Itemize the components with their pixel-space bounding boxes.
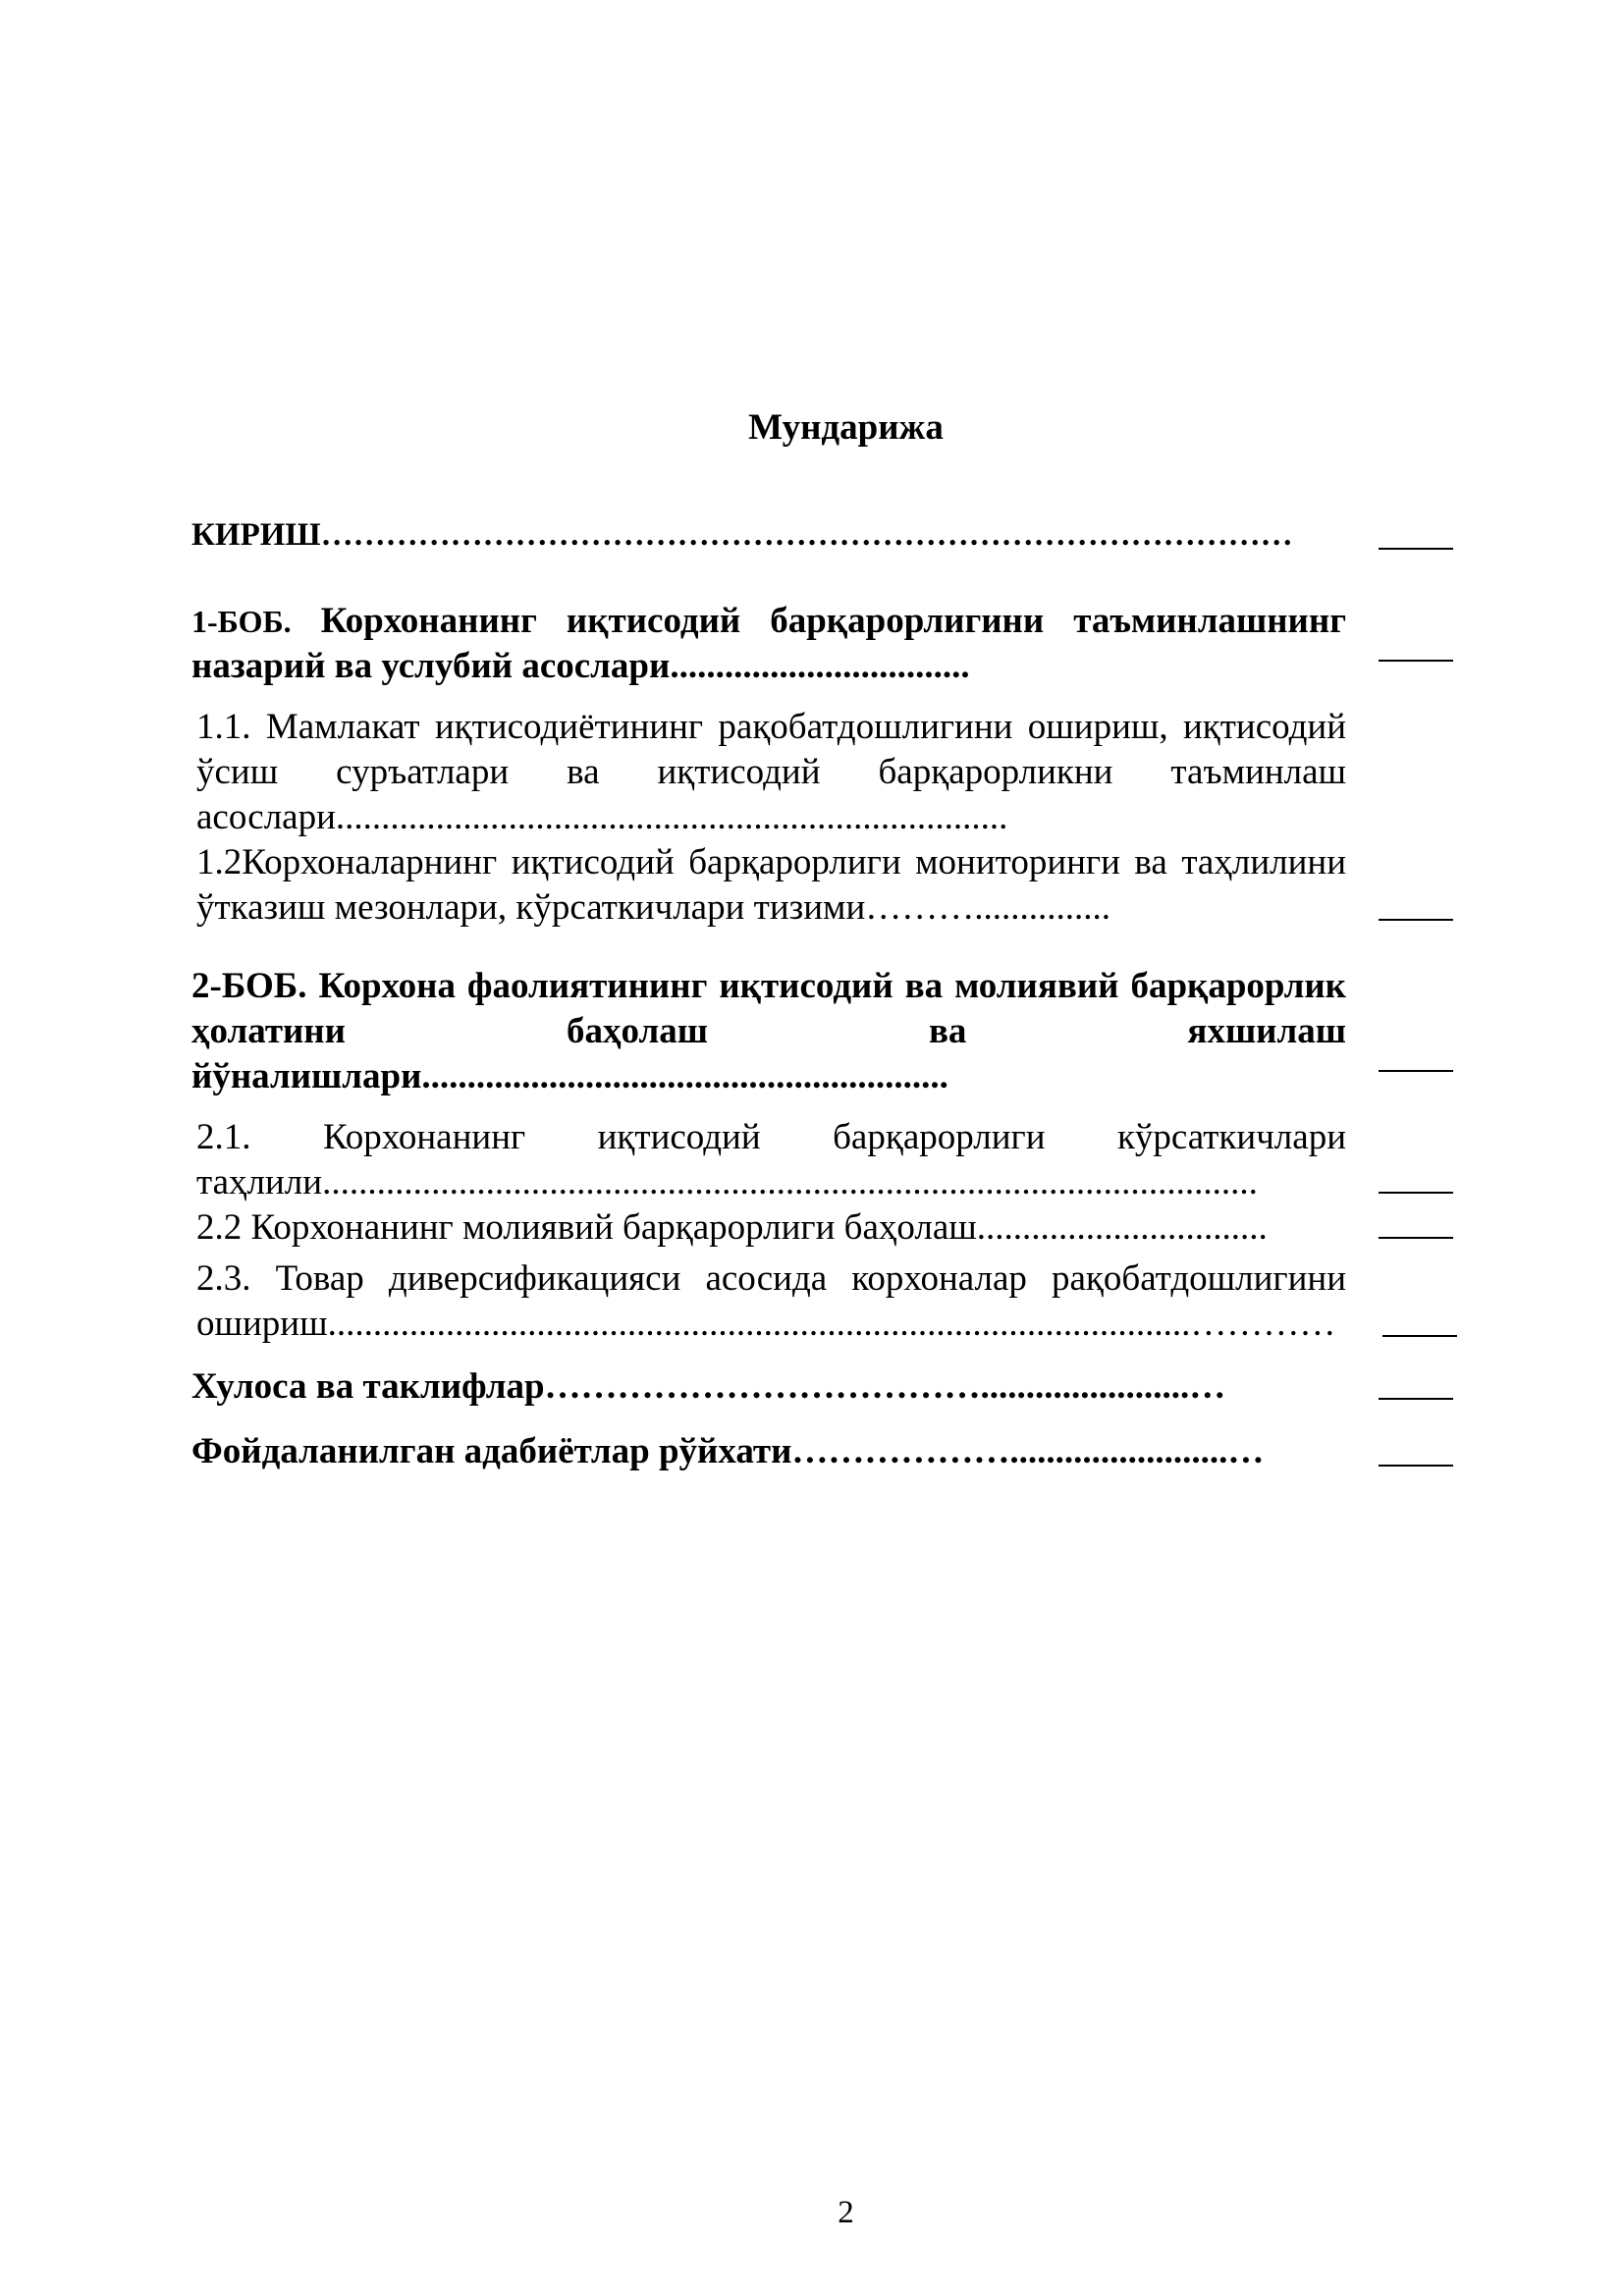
toc-chapter-1-title: Корхонанинг иқтисодий барқарорлигини таъминлашнинг назарий ва услубий асослари.................................: [191, 601, 1346, 686]
toc-entry-chapter-1: [191, 599, 1346, 689]
toc-entry-chapter-2: 2-БОБ. Корхона фаолиятининг иқтисодий ва молиявий барқарорлик ҳолатини баҳолаш ва яхшилаш йўналишлари..........................................................: [191, 966, 1346, 1096]
toc-page-blank-introduction: [1379, 548, 1453, 550]
toc-page-blank-section-2-1: [1379, 1192, 1453, 1194]
toc-page-blank-section-1-2: [1379, 919, 1453, 921]
toc-page-blank-chapter-1: [1379, 660, 1453, 662]
toc-page-blank-conclusion: [1379, 1398, 1453, 1400]
toc-chapter-1-prefix: 1-БОБ.: [191, 604, 292, 639]
toc-entry-conclusion: Хулоса ва таклифлар……………………………….......................…: [191, 1366, 1226, 1407]
toc-page-blank-section-2-3: [1382, 1335, 1457, 1337]
toc-title: Мундарижа: [748, 407, 944, 448]
toc-entry-introduction: КИРИШ………………………………………………………………………………: [191, 517, 1293, 553]
toc-entry-section-2-3: 2.3. Товар диверсификацияси асосида корхоналар рақобатдошлигини ошириш...............................................................................................…………: [196, 1258, 1346, 1344]
toc-entry-section-2-1: 2.1. Корхонанинг иқтисодий барқарорлиги кўрсаткичлари таҳлили.......................................................................................................: [196, 1117, 1346, 1202]
toc-entry-references: Фойдаланилган адабиётлар рўйхати………………........................…: [191, 1431, 1265, 1471]
toc-entry-section-1-2: 1.2Корхоналарнинг иқтисодий барқарорлиги мониторинги ва таҳлилини ўтказиш мезонлари, кўрсаткичлари тизими………...............: [196, 842, 1346, 928]
toc-entry-section-1-1: 1.1. Мамлакат иқтисодиётининг рақобатдошлигини ошириш, иқтисодий ўсиш суръатлари ва иқтисодий барқарорликни таъминлаш асослари..........................................................................: [196, 707, 1346, 837]
toc-page-blank-chapter-2: [1379, 1070, 1453, 1072]
toc-page-blank-references: [1379, 1465, 1453, 1467]
toc-page-blank-section-2-2: [1379, 1237, 1453, 1239]
toc-entry-section-2-2: 2.2 Корхонанинг молиявий барқарорлиги баҳолаш................................: [196, 1207, 1268, 1248]
page-number: 2: [838, 2195, 854, 2230]
